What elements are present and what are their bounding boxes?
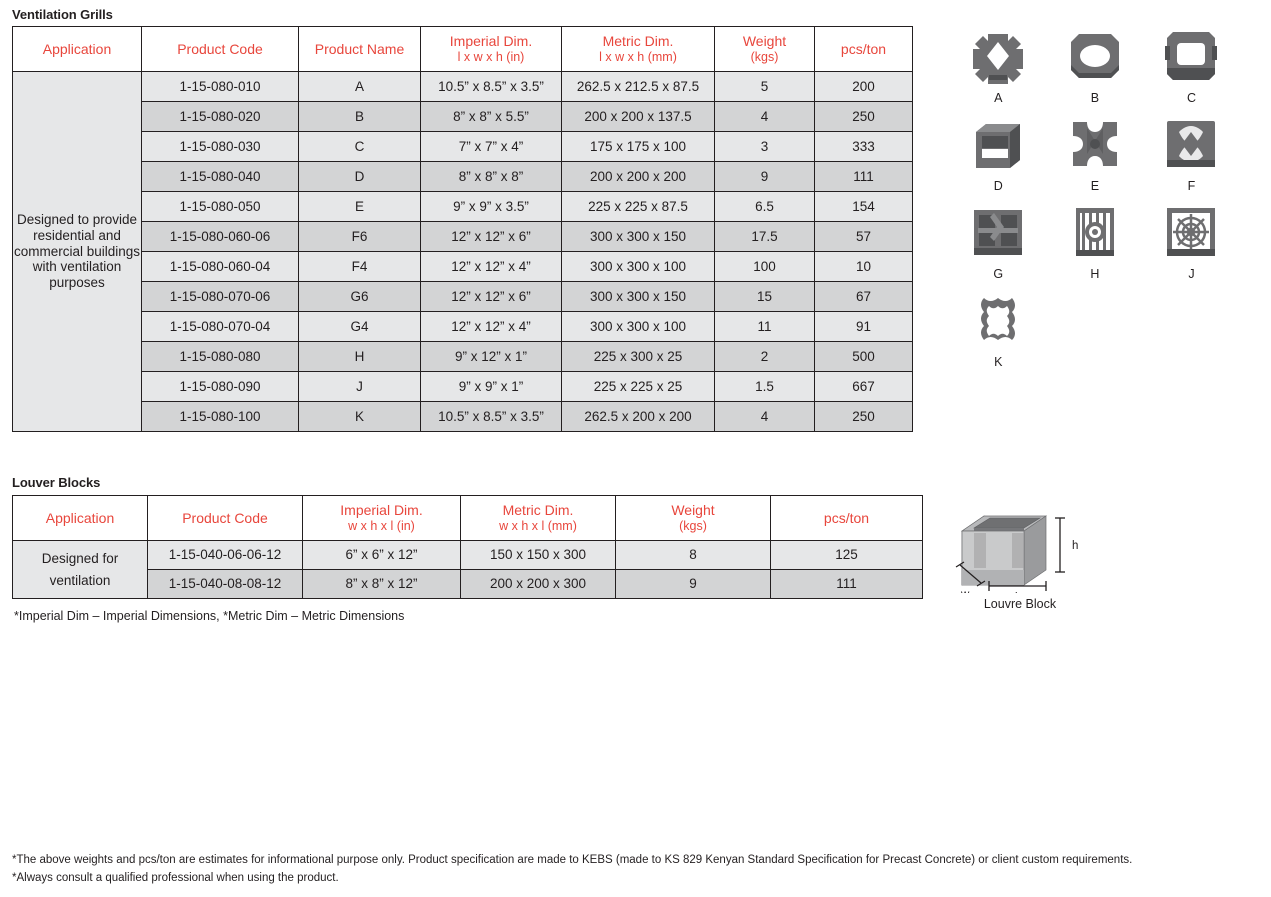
header-imperial-dim — [421, 27, 562, 72]
cell-metric-dim: 262.5 x 212.5 x 87.5 — [562, 72, 715, 102]
louver-table-header — [13, 496, 923, 541]
header-imperial-sub: w x h x l (in) — [348, 518, 415, 533]
table-row — [13, 222, 913, 252]
dimension-label-l — [1015, 592, 1018, 593]
product-b-icon — [1067, 22, 1123, 84]
cell-product-name: D — [299, 162, 421, 192]
cell-product-code: 1-15-080-070-04 — [142, 312, 299, 342]
cell-pcs-ton: 500 — [815, 342, 913, 372]
louver-blocks-table — [12, 495, 923, 599]
cell-product-name: C — [299, 132, 421, 162]
table-row — [13, 402, 913, 432]
product-thumbnail-label: J — [1188, 267, 1195, 281]
cell-metric-dim: 300 x 300 x 150 — [562, 282, 715, 312]
table-header-row — [13, 496, 923, 541]
header-product-code: Product Code — [148, 496, 303, 541]
cell-imperial-dim: 8” x 8” x 8” — [421, 162, 562, 192]
table-row — [13, 282, 913, 312]
table-row — [13, 252, 913, 282]
ventilation-grills-table — [12, 26, 913, 432]
footnote-line-2: *Always consult a qualified professional when using the product. — [12, 872, 339, 885]
louvre-block-caption: Louvre Block — [983, 597, 1057, 611]
cell-product-name: J — [299, 372, 421, 402]
cell-imperial-dim: 10.5” x 8.5” x 3.5” — [421, 72, 562, 102]
product-a-icon — [970, 22, 1026, 84]
header-imperial-sub: l x w x h (in) — [457, 49, 525, 64]
cell-weight: 4 — [715, 402, 815, 432]
cell-product-name: F6 — [299, 222, 421, 252]
cell-weight: 11 — [715, 312, 815, 342]
dimensions-abbreviation-note: *Imperial Dim – Imperial Dimensions, *Metric Dim – Metric Dimensions — [14, 609, 405, 623]
product-image-gallery — [950, 22, 1240, 378]
product-thumbnail-label: H — [1090, 267, 1100, 281]
cell-pcs-ton: 10 — [815, 252, 913, 282]
cell-product-code: 1-15-080-080 — [142, 342, 299, 372]
table-row — [13, 570, 923, 599]
cell-product-code: 1-15-040-08-08-12 — [148, 570, 303, 599]
cell-product-name: F4 — [299, 252, 421, 282]
dimension-label-w — [960, 589, 970, 593]
cell-product-code: 1-15-080-030 — [142, 132, 299, 162]
cell-pcs-ton: 154 — [815, 192, 913, 222]
cell-weight: 9 — [715, 162, 815, 192]
cell-weight: 15 — [715, 282, 815, 312]
table-row — [13, 72, 913, 102]
cell-pcs-ton: 250 — [815, 102, 913, 132]
cell-metric-dim: 300 x 300 x 100 — [562, 252, 715, 282]
header-metric-main: Metric Dim. — [602, 33, 674, 50]
cell-metric-dim: 150 x 150 x 300 — [461, 541, 616, 570]
product-thumbnail-e — [1047, 114, 1144, 202]
table-row — [13, 192, 913, 222]
louver-section-title: Louver Blocks — [12, 475, 101, 490]
cell-imperial-dim: 9” x 9” x 3.5” — [421, 192, 562, 222]
cell-application: Designed to provide residential and commercial buildings with ventilation purposes — [13, 72, 142, 432]
product-j-icon — [1163, 202, 1219, 260]
header-metric-dim — [562, 27, 715, 72]
dimension-label-h: h — [1072, 540, 1079, 552]
table-row — [13, 342, 913, 372]
cell-weight: 9 — [616, 570, 771, 599]
header-application: Application — [13, 27, 142, 72]
cell-metric-dim: 262.5 x 200 x 200 — [562, 402, 715, 432]
product-thumbnail-label: D — [993, 179, 1003, 193]
louvre-block-drawing — [950, 488, 1100, 593]
table-row — [13, 312, 913, 342]
footnote-line-1: *The above weights and pcs/ton are estimates for informational purpose only. Product specification are made to KEBS (made to KS 829 Kenyan Standard Specification for Precast Concrete) or client custom requirements. — [12, 854, 1133, 866]
cell-product-name: H — [299, 342, 421, 372]
product-f-icon — [1163, 114, 1219, 172]
cell-weight: 2 — [715, 342, 815, 372]
product-thumbnail-g — [950, 202, 1047, 290]
product-thumbnail-label: C — [1186, 91, 1196, 105]
cell-product-code: 1-15-080-100 — [142, 402, 299, 432]
cell-product-code: 1-15-080-060-06 — [142, 222, 299, 252]
header-metric-sub: w x h x l (mm) — [499, 518, 577, 533]
product-thumbnail-c — [1143, 22, 1240, 114]
cell-pcs-ton: 57 — [815, 222, 913, 252]
gallery-row — [950, 22, 1240, 114]
louver-table-body — [13, 541, 923, 599]
cell-metric-dim: 225 x 225 x 87.5 — [562, 192, 715, 222]
product-c-icon — [1163, 22, 1219, 84]
cell-weight: 4 — [715, 102, 815, 132]
cell-pcs-ton: 91 — [815, 312, 913, 342]
cell-metric-dim: 200 x 200 x 137.5 — [562, 102, 715, 132]
table-row — [13, 102, 913, 132]
cell-weight: 8 — [616, 541, 771, 570]
product-k-icon — [970, 290, 1026, 348]
cell-weight: 17.5 — [715, 222, 815, 252]
cell-weight: 5 — [715, 72, 815, 102]
product-thumbnail-label: E — [1090, 179, 1100, 193]
header-weight-main: Weight — [671, 502, 715, 519]
cell-pcs-ton: 333 — [815, 132, 913, 162]
product-thumbnail-h — [1047, 202, 1144, 290]
gallery-row — [950, 114, 1240, 202]
cell-imperial-dim: 6” x 6” x 12” — [303, 541, 461, 570]
cell-pcs-ton: 250 — [815, 402, 913, 432]
product-thumbnail-d — [950, 114, 1047, 202]
header-weight-sub: (kgs) — [679, 518, 707, 533]
cell-metric-dim: 225 x 225 x 25 — [562, 372, 715, 402]
table-row — [13, 132, 913, 162]
product-thumbnail-label: B — [1090, 91, 1100, 105]
header-metric-main: Metric Dim. — [502, 502, 574, 519]
cell-pcs-ton: 111 — [815, 162, 913, 192]
header-imperial-main: Imperial Dim. — [340, 502, 423, 519]
product-d-icon — [970, 114, 1026, 172]
cell-product-name: B — [299, 102, 421, 132]
header-imperial-dim — [303, 496, 461, 541]
product-h-icon — [1067, 202, 1123, 260]
cell-metric-dim: 300 x 300 x 100 — [562, 312, 715, 342]
louvre-block-diagram — [950, 488, 1100, 598]
cell-imperial-dim: 12” x 12” x 4” — [421, 312, 562, 342]
header-pcs-ton: pcs/ton — [771, 496, 923, 541]
product-thumbnail-label: K — [994, 355, 1003, 369]
cell-metric-dim: 200 x 200 x 300 — [461, 570, 616, 599]
footnotes — [12, 851, 1132, 888]
table-header-row — [13, 27, 913, 72]
cell-imperial-dim: 12” x 12” x 6” — [421, 222, 562, 252]
header-imperial-main: Imperial Dim. — [449, 33, 533, 50]
ventilation-section-title: Ventilation Grills — [12, 7, 113, 22]
cell-imperial-dim: 12” x 12” x 4” — [421, 252, 562, 282]
cell-product-name: A — [299, 72, 421, 102]
ventilation-table-body — [13, 72, 913, 432]
product-thumbnail-b — [1047, 22, 1144, 114]
product-thumbnail-label: F — [1187, 179, 1196, 193]
cell-metric-dim: 175 x 175 x 100 — [562, 132, 715, 162]
cell-imperial-dim: 7” x 7” x 4” — [421, 132, 562, 162]
table-row — [13, 162, 913, 192]
table-row — [13, 541, 923, 570]
cell-product-code: 1-15-080-050 — [142, 192, 299, 222]
cell-imperial-dim: 12” x 12” x 6” — [421, 282, 562, 312]
header-product-code: Product Code — [142, 27, 299, 72]
product-thumbnail-k — [950, 290, 1047, 378]
cell-application: Designed for ventilation — [13, 541, 148, 599]
cell-product-code: 1-15-080-090 — [142, 372, 299, 402]
product-thumbnail-j — [1143, 202, 1240, 290]
product-thumbnail-a — [950, 22, 1047, 114]
cell-imperial-dim: 9” x 9” x 1” — [421, 372, 562, 402]
product-thumbnail-label: A — [994, 91, 1003, 105]
cell-product-code: 1-15-080-010 — [142, 72, 299, 102]
product-e-icon — [1067, 114, 1123, 172]
table-row — [13, 372, 913, 402]
cell-imperial-dim: 10.5” x 8.5” x 3.5” — [421, 402, 562, 432]
cell-imperial-dim: 9” x 12” x 1” — [421, 342, 562, 372]
cell-pcs-ton: 111 — [771, 570, 923, 599]
header-weight — [616, 496, 771, 541]
header-weight-main: Weight — [742, 33, 787, 50]
cell-pcs-ton: 200 — [815, 72, 913, 102]
cell-product-name: K — [299, 402, 421, 432]
cell-metric-dim: 300 x 300 x 150 — [562, 222, 715, 252]
cell-metric-dim: 225 x 300 x 25 — [562, 342, 715, 372]
cell-product-code: 1-15-080-040 — [142, 162, 299, 192]
header-product-name: Product Name — [299, 27, 421, 72]
cell-weight: 1.5 — [715, 372, 815, 402]
cell-product-code: 1-15-040-06-06-12 — [148, 541, 303, 570]
header-metric-dim — [461, 496, 616, 541]
header-application: Application — [13, 496, 148, 541]
gallery-row — [950, 290, 1240, 378]
product-thumbnail-label: G — [993, 267, 1004, 281]
header-pcs-ton: pcs/ton — [815, 27, 913, 72]
header-metric-sub: l x w x h (mm) — [599, 49, 677, 64]
gallery-row — [950, 202, 1240, 290]
cell-product-code: 1-15-080-070-06 — [142, 282, 299, 312]
cell-product-code: 1-15-080-060-04 — [142, 252, 299, 282]
product-thumbnail-f — [1143, 114, 1240, 202]
cell-metric-dim: 200 x 200 x 200 — [562, 162, 715, 192]
cell-imperial-dim: 8” x 8” x 5.5” — [421, 102, 562, 132]
cell-product-code: 1-15-080-020 — [142, 102, 299, 132]
cell-imperial-dim: 8” x 8” x 12” — [303, 570, 461, 599]
cell-weight: 3 — [715, 132, 815, 162]
cell-weight: 100 — [715, 252, 815, 282]
cell-product-name: E — [299, 192, 421, 222]
cell-pcs-ton: 67 — [815, 282, 913, 312]
cell-product-name: G4 — [299, 312, 421, 342]
header-weight — [715, 27, 815, 72]
cell-pcs-ton: 125 — [771, 541, 923, 570]
ventilation-table-header — [13, 27, 913, 72]
cell-weight: 6.5 — [715, 192, 815, 222]
cell-pcs-ton: 667 — [815, 372, 913, 402]
header-weight-sub: (kgs) — [750, 49, 779, 64]
cell-product-name: G6 — [299, 282, 421, 312]
product-g-icon — [970, 202, 1026, 260]
